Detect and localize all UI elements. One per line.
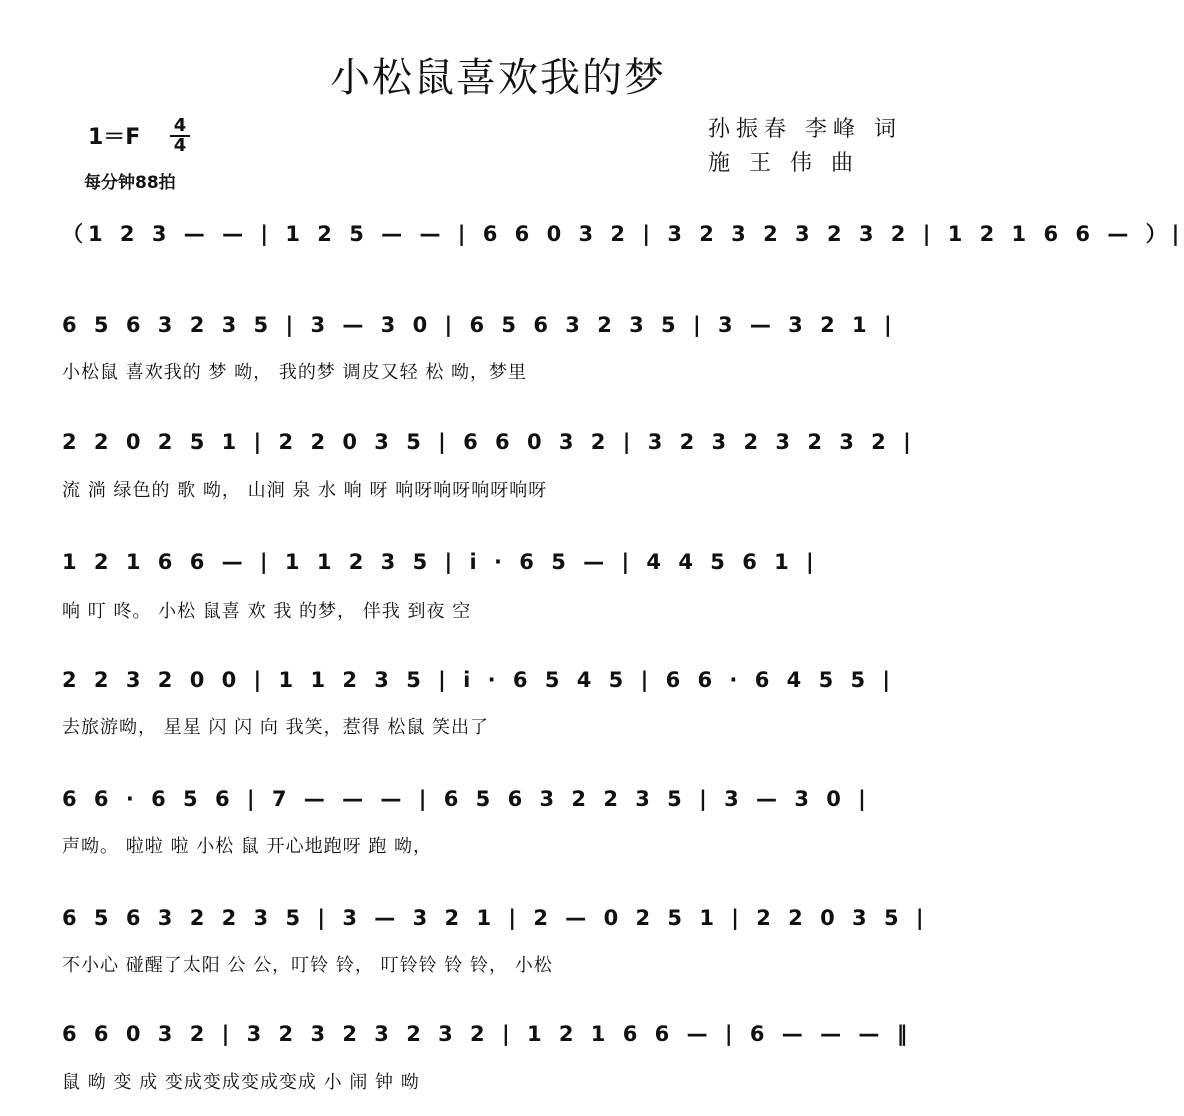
notation-line-7: 6 6 0 3 2 | 3 2 3 2 3 2 3 2 | 1 2 1 6 6 — | 6 — — — ‖ (62, 1022, 913, 1046)
key-signature: 1＝F (88, 125, 141, 150)
song-title: 小松鼠喜欢我的梦 (330, 55, 666, 101)
notation-line-intro: （1 2 3 — — | 1 2 5 — — | 6 6 0 3 2 | 3 2 3 2 3 2 3 2 | 1 2 1 6 6 — ）| (62, 222, 1184, 246)
notation-line-1: 6 5 6 3 2 3 5 | 3 — 3 0 | 6 5 6 3 2 3 5 | 3 — 3 2 1 | (62, 313, 897, 337)
lyrics-line-3: 响 叮 咚。 小松 鼠喜 欢 我 的梦， 伴我 到夜 空 (62, 601, 472, 622)
notation-line-5: 6 6 · 6 5 6 | 7 — — — | 6 5 6 3 2 2 3 5 | 3 — 3 0 | (62, 787, 871, 811)
notation-line-2: 2 2 0 2 5 1 | 2 2 0 3 5 | 6 6 0 3 2 | 3 2 3 2 3 2 3 2 | (62, 430, 916, 454)
lyrics-line-5: 声呦。 啦啦 啦 小松 鼠 开心地跑呀 跑 呦， (62, 836, 433, 857)
lyrics-line-7: 鼠 呦 变 成 变成变成变成变成 小 闹 钟 呦 (62, 1072, 420, 1093)
notation-line-4: 2 2 3 2 0 0 | 1 1 2 3 5 | i · 6 5 4 5 | 6 6 · 6 4 5 5 | (62, 668, 896, 692)
time-signature (170, 115, 190, 156)
tempo-marking: 每分钟88拍 (84, 173, 176, 193)
lyrics-line-1: 小松鼠 喜欢我的 梦 呦， 我的梦 调皮又轻 松 呦，梦里 (62, 362, 528, 383)
lyrics-line-4: 去旅游呦， 星星 闪 闪 向 我笑，惹得 松鼠 笑出了 (62, 717, 490, 738)
lyrics-line-2: 流 淌 绿色的 歌 呦， 山涧 泉 水 响 呀 响呀响呀响呀响呀 (62, 480, 548, 501)
lyrics-line-6: 不小心 碰醒了太阳 公 公，叮铃 铃， 叮铃铃 铃 铃， 小松 (62, 955, 553, 976)
time-signature-top: 4 (173, 115, 187, 136)
composer-credit: 施 王 伟 曲 (708, 151, 859, 176)
notation-line-3: 1 2 1 6 6 — | 1 1 2 3 5 | i · 6 5 — | 4 4 5 6 1 | (62, 550, 819, 574)
lyricist-credit: 孙振春 李峰 词 (708, 117, 902, 142)
time-signature-bottom: 4 (173, 135, 187, 156)
notation-line-6: 6 5 6 3 2 2 3 5 | 3 — 3 2 1 | 2 — 0 2 5 1 | 2 2 0 3 5 | (62, 906, 929, 930)
